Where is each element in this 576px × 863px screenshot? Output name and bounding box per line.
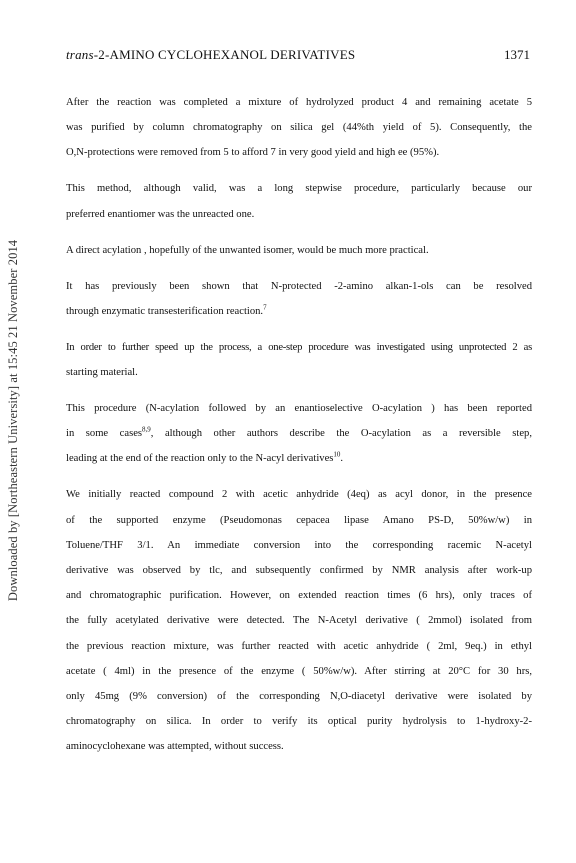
text-line-content: in some cases	[66, 428, 143, 440]
running-title-rest: -2-AMINO CYCLOHEXANOL DERIVATIVES	[93, 47, 356, 62]
download-watermark	[4, 220, 24, 620]
text-line-content: leading at the end of the reaction only to the N-acyl derivatives	[66, 453, 334, 465]
text-line	[66, 421, 532, 446]
text-line: only 45mg (9% conversion) of the corresponding N,O-diacetyl derivative were isolated by	[66, 691, 532, 703]
text-line: the previous reaction mixture, was further reacted with acetic anhydride ( 2ml, 9eq.) in ethyl	[66, 640, 532, 652]
text-line: This procedure (N-acylation followed by an enantioselective O-acylation ) has been reported	[66, 403, 532, 415]
text-line: preferred enantiomer was the unreacted one.	[66, 208, 255, 220]
text-line-content: , although other authors describe the O-acylation as a reversible step,	[150, 428, 532, 440]
running-header	[66, 47, 530, 65]
text-line: O,N-protections were removed from 5 to afford 7 in very good yield and high ee (95%).	[66, 147, 440, 159]
text-line	[66, 299, 532, 324]
running-title-italic: trans	[66, 47, 94, 62]
reference-superscript: 10	[333, 450, 341, 459]
reference-superscript: 8,9	[142, 425, 151, 434]
paragraph-4	[66, 274, 532, 324]
paragraph-7	[66, 482, 532, 759]
text-line: and chromatographic purification. However, on extended reaction times (6 hrs), only traces of	[66, 590, 532, 602]
text-line: It has previously been shown that N-protected -2-amino alkan-1-ols can be resolved	[66, 280, 532, 292]
paragraph-3	[66, 238, 532, 263]
reference-superscript: 7	[263, 303, 267, 312]
text-line: of the supported enzyme (Pseudomonas cepacea lipase Amano PS-D, 50%w/w) in	[66, 514, 532, 526]
page-number: 1371	[504, 47, 530, 62]
text-line: This method, although valid, was a long stepwise procedure, particularly because our	[66, 183, 532, 195]
paragraph-1	[66, 90, 532, 166]
text-line	[66, 446, 532, 471]
text-line: was purified by column chromatography on silica gel (44%th yield of 5). Consequently, the	[66, 122, 532, 134]
text-line: A direct acylation , hopefully of the unwanted isomer, would be much more practical.	[66, 244, 429, 256]
paragraph-2	[66, 176, 532, 226]
text-line: After the reaction was completed a mixture of hydrolyzed product 4 and remaining acetate 5	[66, 97, 532, 108]
paragraph-6	[66, 396, 532, 472]
text-line: In order to further speed up the process, a one-step procedure was investigated using unprotected 2 as	[66, 341, 532, 353]
download-note-text: Downloaded by [Northeastern University] at 15:45 21 November 2014	[6, 239, 21, 601]
text-line: Toluene/THF 3/1. An immediate conversion into the corresponding racemic N-acetyl	[66, 539, 532, 551]
text-line: chromatography on silica. In order to verify its optical purity hydrolysis to 1-hydroxy-2-	[66, 716, 532, 728]
body-text	[66, 90, 532, 770]
text-line: aminocyclohexane was attempted, without success.	[66, 741, 284, 753]
paragraph-5	[66, 335, 532, 385]
text-line: the fully acetylated derivative were detected. The N-Acetyl derivative ( 2mmol) isolated from	[66, 615, 532, 627]
text-line: acetate ( 4ml) in the presence of the enzyme ( 50%w/w). After stirring at 20°C for 30 hrs,	[66, 665, 532, 677]
text-line-content: through enzymatic transesterification reaction.	[66, 305, 264, 317]
text-line: We initially reacted compound 2 with acetic anhydride (4eq) as acyl donor, in the presence	[66, 489, 532, 501]
running-title	[66, 47, 355, 63]
text-line: derivative was observed by tlc, and subsequently confirmed by NMR analysis after work-up	[66, 565, 532, 577]
text-line: starting material.	[66, 367, 138, 379]
text-line-content: .	[340, 453, 344, 465]
